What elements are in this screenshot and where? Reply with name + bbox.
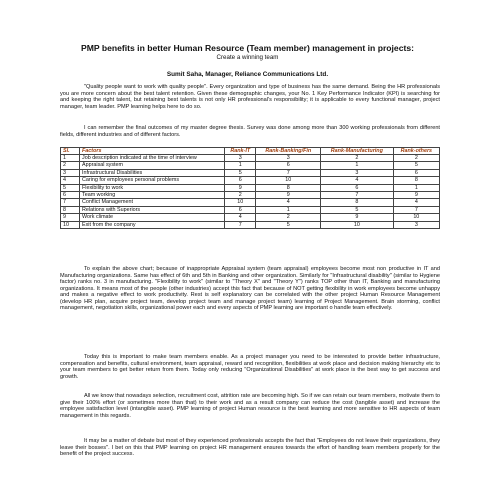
row-rank-cell: 3	[256, 155, 321, 162]
table-row	[61, 192, 440, 199]
row-rank-cell: 6	[225, 206, 256, 213]
row-rank-cell: 1	[225, 162, 256, 169]
row-factor-cell: Conflict Management	[80, 199, 225, 206]
table-row	[61, 199, 440, 206]
row-serial-cell: 5	[61, 184, 80, 191]
row-serial-cell: 9	[61, 214, 80, 221]
row-rank-cell: 10	[256, 177, 321, 184]
row-rank-cell: 3	[225, 155, 256, 162]
row-rank-cell: 10	[321, 221, 394, 228]
row-rank-cell: 4	[393, 199, 439, 206]
row-serial-cell: 10	[61, 221, 80, 228]
row-factor-cell: Appraisal system	[80, 162, 225, 169]
row-rank-cell: 5	[321, 206, 394, 213]
row-rank-cell: 3	[321, 169, 394, 176]
row-serial-cell: 6	[61, 192, 80, 199]
row-serial-cell: 4	[61, 177, 80, 184]
table-row	[61, 214, 440, 221]
row-serial-cell: 8	[61, 206, 80, 213]
header-rank-others: Rank-others	[393, 148, 439, 155]
row-factor-cell: Caring for employees personal problems	[80, 177, 225, 184]
row-rank-cell: 7	[321, 192, 394, 199]
table-header-row	[61, 148, 440, 155]
row-serial-cell: 1	[61, 155, 80, 162]
row-serial-cell: 2	[61, 162, 80, 169]
row-factor-cell: Work climate	[80, 214, 225, 221]
row-rank-cell: 5	[393, 162, 439, 169]
row-rank-cell: 5	[225, 169, 256, 176]
row-factor-cell: Exit from the company	[80, 221, 225, 228]
page-title: PMP benefits in better Human Resource (Team member) management in projects:	[80, 43, 414, 53]
header-factors: Factors	[80, 148, 225, 155]
row-rank-cell: 6	[225, 177, 256, 184]
row-rank-cell: 7	[256, 169, 321, 176]
row-rank-cell: 2	[321, 155, 394, 162]
row-rank-cell: 7	[393, 206, 439, 213]
table-row	[61, 177, 440, 184]
row-rank-cell: 6	[321, 184, 394, 191]
row-serial-cell: 3	[61, 169, 80, 176]
author-line: Sumit Saha, Manager, Reliance Communications Ltd.	[166, 71, 329, 78]
row-factor-cell: Job description indicated at the time of interview	[80, 155, 225, 162]
page-subtitle: Create a winning team	[216, 54, 279, 61]
row-rank-cell: 7	[225, 221, 256, 228]
table-row	[61, 184, 440, 191]
table-row	[61, 169, 440, 176]
row-rank-cell: 3	[393, 221, 439, 228]
row-rank-cell: 10	[393, 214, 439, 221]
row-rank-cell: 2	[256, 214, 321, 221]
row-rank-cell: 9	[256, 192, 321, 199]
row-rank-cell: 1	[321, 162, 394, 169]
retention-paragraph: All we know that nowadays selection, recruitment cost, attrition rate are becoming high. So if we can retain our team members, motivate them to give their 100% effort (or sometimes more than that) to their work and as a result company can reduce the cost (tangible asset) and increase the employee satisfaction level (intangible asset). PMP learning of project Human resource is the best learning and more sensitive to HR aspects of team management in this regards.	[60, 393, 440, 419]
row-rank-cell: 9	[321, 214, 394, 221]
row-factor-cell: Infrastructural Disabilities	[80, 169, 225, 176]
table-row	[61, 221, 440, 228]
row-rank-cell: 1	[256, 206, 321, 213]
row-factor-cell: Team working	[80, 192, 225, 199]
table-row	[61, 206, 440, 213]
infrastructure-paragraph: Today this is important to make team members enable. As a project manager you need to be interested to provide better infrastructure, compensation and benefits, cultural environment, team appraisal, reward and recognition, flexibilities at work place and decision making hierarchy etc to your team members to get better return from them. Today only reducing "Organizational Disabilities" at work place is the best way to get success and growth.	[60, 354, 440, 380]
row-serial-cell: 7	[61, 199, 80, 206]
row-rank-cell: 8	[321, 199, 394, 206]
row-rank-cell: 2	[225, 192, 256, 199]
row-rank-cell: 8	[393, 177, 439, 184]
row-rank-cell: 9	[225, 184, 256, 191]
row-rank-cell: 10	[225, 199, 256, 206]
row-rank-cell: 1	[393, 184, 439, 191]
row-rank-cell: 2	[393, 155, 439, 162]
row-factor-cell: Flexibility to work	[80, 184, 225, 191]
survey-rank-table	[60, 147, 440, 229]
row-rank-cell: 6	[256, 162, 321, 169]
row-rank-cell: 5	[256, 221, 321, 228]
header-rank-manufacturing: Rank-Manufacturing	[321, 148, 394, 155]
table-row	[61, 162, 440, 169]
table-row	[61, 155, 440, 162]
intro-paragraph: "Quality people want to work with quality people". Every organization and type of business has the same demand. Being the HR professionals you are more concern about the best talent retention. Given these demographic changes, your No. 1 Key Performance Indicator (KPI) is searching for and keeping the right talent, but retaining best talents is not only HR professional's responsibility; it is applicable to every functional manager, project manager, team leader. PMP learning helps here to do so.	[60, 84, 440, 110]
header-sl: Sl.	[61, 148, 80, 155]
row-rank-cell: 6	[393, 169, 439, 176]
row-rank-cell: 4	[321, 177, 394, 184]
row-rank-cell: 4	[225, 214, 256, 221]
row-factor-cell: Relations with Superiors	[80, 206, 225, 213]
closing-paragraph: It may be a matter of debate but most of they experienced professionals accepts the fact that "Employees do not leave their organizations, they leave their bosses". I bet on this that PMP learning on project HR management ensures towards the effort of handling team members properly for the benefit of the project success.	[60, 438, 440, 458]
survey-paragraph: I can remember the final outcomes of my master degree thesis. Survey was done among more than 300 working professionals from different fields, different industries and of different factors.	[60, 125, 440, 138]
chart-explanation-paragraph: To explain the above chart; because of inappropriate Appraisal system (team appraisal) employees become most non productive in IT and Manufacturing organizations. Same has effect of 6th and 5th in Banking and other organization. Similarly for "Infrastructural disability" (similar to Hygiene factor) ranks no. 3 in manufacturing. "Flexibility to work" (similar to "Theory X" and "Theory Y") ranks TOP other than IT, Banking and manufacturing organizations. It means most of the people (other industries) accept this fact that because of NOT getting flexibility in work employees become unhappy and makes a negative effect to work productivity. Rest is self explanatory can be correlated with the other project Human Resource Management (develop HR plan, acquire project team, develop project team and manage project team) learning of Project Management. Brain storming, conflict management, negotiation skills, organizational power each and every aspects of PMP learning are important o handle team effectively.	[60, 266, 440, 312]
header-rank-banking: Rank-Banking/Fin	[256, 148, 321, 155]
row-rank-cell: 8	[256, 184, 321, 191]
header-rank-it: Rank-IT	[225, 148, 256, 155]
row-rank-cell: 4	[256, 199, 321, 206]
row-rank-cell: 9	[393, 192, 439, 199]
